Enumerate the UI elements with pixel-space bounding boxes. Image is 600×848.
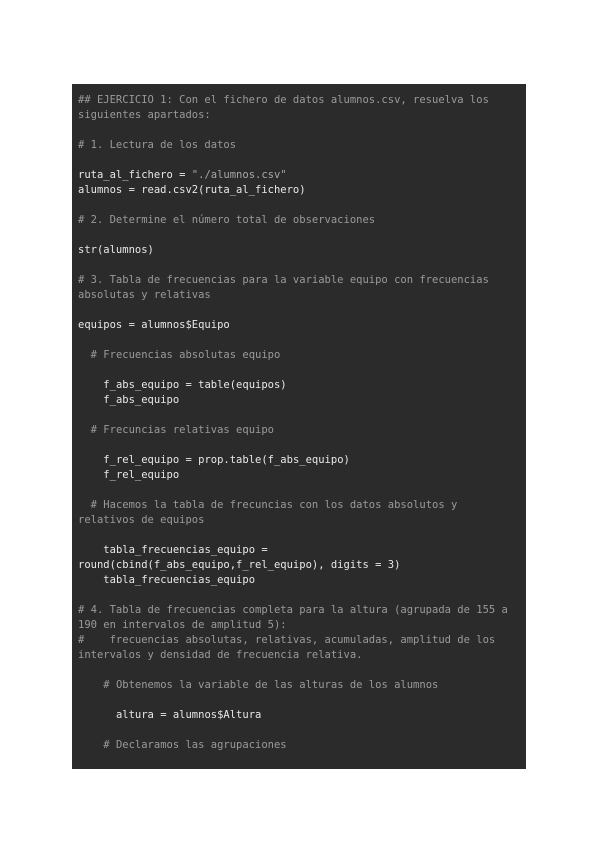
string-literal: "./alumnos.csv" [191,169,287,181]
blank-line [78,333,520,348]
blank-line [78,408,520,423]
code-comment-line: # 2. Determine el número total de observaciones [78,214,376,226]
code-comment-line: # frecuencias absolutas, relativas, acumuladas, amplitud de los intervalos y densidad de frecuencia relativa. [78,634,502,661]
blank-line [78,198,520,213]
code-comment-line: # Declaramos las agrupaciones [78,739,287,751]
blank-line [78,663,520,678]
code-comment-line: # Frecuencias absolutas equipo [78,349,281,361]
blank-line [78,153,520,168]
code-line: str(alumnos) [78,244,154,256]
blank-line [78,723,520,738]
code-comment-line: # 1. Lectura de los datos [78,139,237,151]
blank-line [78,693,520,708]
code-line [78,168,520,183]
code-line: tabla_frecuencias_equipo = round(cbind(f_abs_equipo,f_rel_equipo), digits = 3) [78,544,401,571]
blank-line [78,228,520,243]
blank-line [78,588,520,603]
blank-line [78,363,520,378]
code-text: ruta_al_fichero = [78,169,192,181]
code-comment-line: # 4. Tabla de frecuencias completa para la altura (agrupada de 155 a 190 en intervalos de amplitud 5): [78,604,515,631]
code-line: f_rel_equipo [78,469,180,481]
code-line: tabla_frecuencias_equipo [78,574,256,586]
code-comment-line: ## EJERCICIO 1: Con el fichero de datos alumnos.csv, resuelva los siguientes apartados: [78,94,496,121]
code-comment-line: # Hacemos la tabla de frecuncias con los datos absolutos y relativos de equipos [78,499,464,526]
blank-line [78,528,520,543]
blank-line [78,438,520,453]
code-line: f_rel_equipo = prop.table(f_abs_equipo) [78,454,350,466]
code-line: equipos = alumnos$Equipo [78,319,230,331]
code-line: alumnos = read.csv2(ruta_al_fichero) [78,184,306,196]
code-line: f_abs_equipo = table(equipos) [78,379,287,391]
code-comment-line: # Frecuncias relativas equipo [78,424,274,436]
blank-line [78,483,520,498]
blank-line [78,123,520,138]
code-block [72,84,526,769]
code-comment-line: # 3. Tabla de frecuencias para la variable equipo con frecuencias absolutas y relativas [78,274,496,301]
blank-line [78,303,520,318]
blank-line [78,258,520,273]
code-line: altura = alumnos$Altura [78,709,262,721]
code-comment-line: # Obtenemos la variable de las alturas de los alumnos [78,679,439,691]
code-line: f_abs_equipo [78,394,180,406]
